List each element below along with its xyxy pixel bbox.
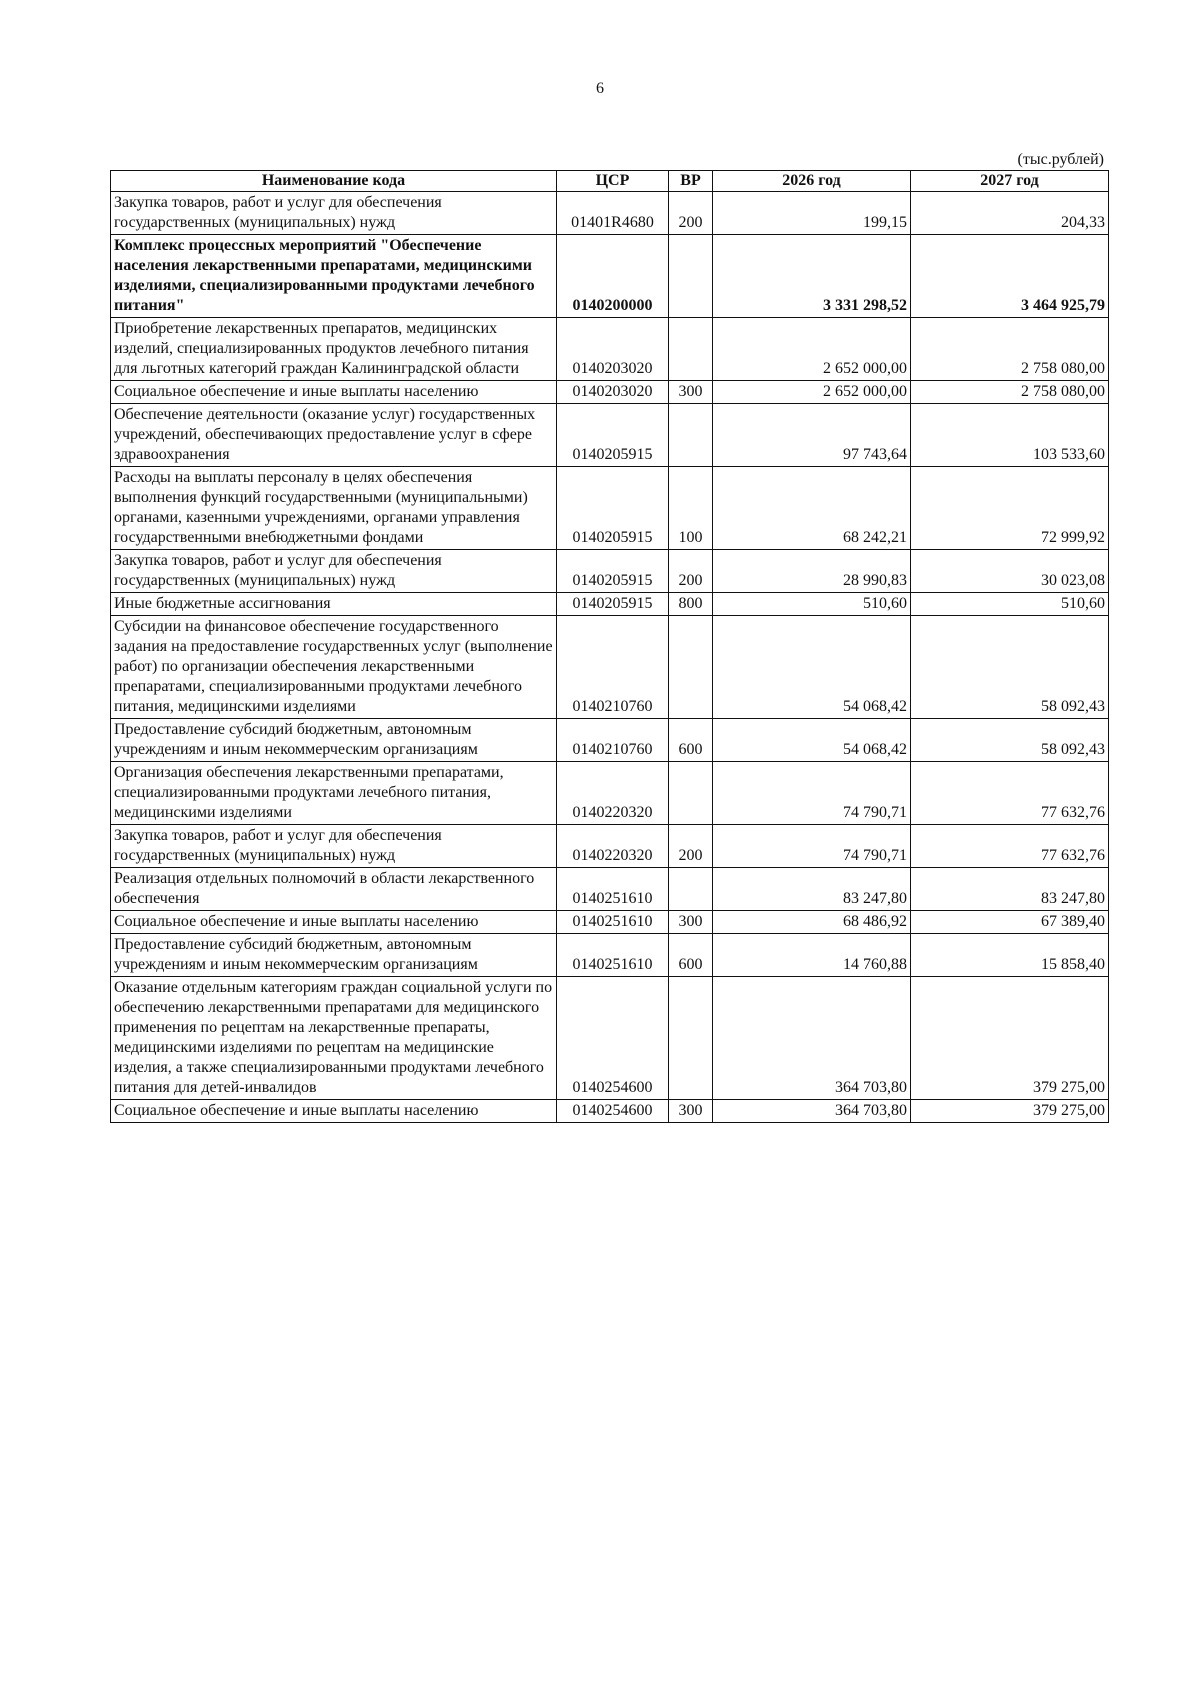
row-csr-cell: 0140210760 (557, 616, 669, 719)
row-csr-cell: 0140205915 (557, 404, 669, 467)
row-vr-cell: 200 (669, 550, 713, 593)
row-csr-cell: 0140210760 (557, 719, 669, 762)
row-2026-cell: 510,60 (713, 593, 911, 616)
row-2027-cell: 67 389,40 (911, 911, 1109, 934)
row-vr-cell (669, 762, 713, 825)
row-vr-cell (669, 977, 713, 1100)
table-row (111, 977, 1109, 1100)
row-2027-cell: 510,60 (911, 593, 1109, 616)
table-row (111, 550, 1109, 593)
row-2027-cell: 379 275,00 (911, 1100, 1109, 1123)
row-name-cell: Закупка товаров, работ и услуг для обеспечения государственных (муниципальных) нужд (111, 550, 557, 593)
row-2027-cell: 58 092,43 (911, 719, 1109, 762)
table-row (111, 235, 1109, 318)
row-2027-cell: 15 858,40 (911, 934, 1109, 977)
table-row (111, 192, 1109, 235)
row-csr-cell: 0140254600 (557, 1100, 669, 1123)
row-csr-cell: 0140205915 (557, 467, 669, 550)
row-csr-cell: 0140205915 (557, 550, 669, 593)
table-row (111, 593, 1109, 616)
row-name-cell: Закупка товаров, работ и услуг для обеспечения государственных (муниципальных) нужд (111, 825, 557, 868)
row-name-cell: Субсидии на финансовое обеспечение государственного задания на предоставление государственных услуг (выполнение работ) по организации обеспечения лекарственными препаратами, специализированными продуктами лечебного питания, медицинскими изделиями (111, 616, 557, 719)
table-body (111, 192, 1109, 1123)
table-row (111, 467, 1109, 550)
table-row (111, 404, 1109, 467)
table-row (111, 934, 1109, 977)
table-row (111, 381, 1109, 404)
row-2026-cell: 14 760,88 (713, 934, 911, 977)
row-vr-cell (669, 235, 713, 318)
row-name-cell: Иные бюджетные ассигнования (111, 593, 557, 616)
row-vr-cell: 300 (669, 381, 713, 404)
row-2027-cell: 58 092,43 (911, 616, 1109, 719)
row-2026-cell: 28 990,83 (713, 550, 911, 593)
header-2027: 2027 год (911, 171, 1109, 192)
row-2026-cell: 364 703,80 (713, 1100, 911, 1123)
row-name-cell: Оказание отдельным категориям граждан социальной услуги по обеспечению лекарственными препаратами для медицинского применения по рецептам на лекарственные препараты, медицинскими изделиями по рецептам на медицинские изделия, а также специализированными продуктами лечебного питания для детей-инвалидов (111, 977, 557, 1100)
table-row (111, 616, 1109, 719)
row-2026-cell: 97 743,64 (713, 404, 911, 467)
table-row (111, 825, 1109, 868)
row-vr-cell: 600 (669, 719, 713, 762)
row-vr-cell (669, 404, 713, 467)
row-csr-cell: 0140251610 (557, 868, 669, 911)
table-row (111, 719, 1109, 762)
row-2026-cell: 54 068,42 (713, 719, 911, 762)
row-2027-cell: 72 999,92 (911, 467, 1109, 550)
row-2027-cell: 3 464 925,79 (911, 235, 1109, 318)
row-csr-cell: 0140254600 (557, 977, 669, 1100)
row-vr-cell: 200 (669, 825, 713, 868)
row-csr-cell: 0140251610 (557, 934, 669, 977)
table-row (111, 318, 1109, 381)
row-name-cell: Реализация отдельных полномочий в области лекарственного обеспечения (111, 868, 557, 911)
table-row (111, 1100, 1109, 1123)
units-label: (тыс.рублей) (1017, 151, 1104, 168)
row-vr-cell: 200 (669, 192, 713, 235)
row-2027-cell: 77 632,76 (911, 762, 1109, 825)
row-vr-cell (669, 868, 713, 911)
row-vr-cell: 300 (669, 911, 713, 934)
row-csr-cell: 0140220320 (557, 762, 669, 825)
row-2027-cell: 379 275,00 (911, 977, 1109, 1100)
row-2026-cell: 3 331 298,52 (713, 235, 911, 318)
row-2027-cell: 204,33 (911, 192, 1109, 235)
row-2026-cell: 54 068,42 (713, 616, 911, 719)
row-2026-cell: 68 486,92 (713, 911, 911, 934)
row-2026-cell: 2 652 000,00 (713, 381, 911, 404)
table-row (111, 911, 1109, 934)
row-name-cell: Закупка товаров, работ и услуг для обеспечения государственных (муниципальных) нужд (111, 192, 557, 235)
row-2026-cell: 74 790,71 (713, 825, 911, 868)
row-csr-cell: 0140203020 (557, 381, 669, 404)
row-2026-cell: 74 790,71 (713, 762, 911, 825)
page-number: 6 (596, 80, 604, 97)
row-name-cell: Предоставление субсидий бюджетным, автономным учреждениям и иным некоммерческим организациям (111, 719, 557, 762)
row-2027-cell: 2 758 080,00 (911, 318, 1109, 381)
row-name-cell: Предоставление субсидий бюджетным, автономным учреждениям и иным некоммерческим организациям (111, 934, 557, 977)
row-name-cell: Организация обеспечения лекарственными препаратами, специализированными продуктами лечебного питания, медицинскими изделиями (111, 762, 557, 825)
row-csr-cell: 0140251610 (557, 911, 669, 934)
row-2027-cell: 83 247,80 (911, 868, 1109, 911)
row-2027-cell: 103 533,60 (911, 404, 1109, 467)
row-vr-cell (669, 616, 713, 719)
row-vr-cell: 600 (669, 934, 713, 977)
row-2027-cell: 77 632,76 (911, 825, 1109, 868)
row-name-cell: Социальное обеспечение и иные выплаты населению (111, 1100, 557, 1123)
budget-table (110, 170, 1109, 1123)
row-2026-cell: 83 247,80 (713, 868, 911, 911)
row-2026-cell: 199,15 (713, 192, 911, 235)
row-vr-cell: 100 (669, 467, 713, 550)
table-row (111, 762, 1109, 825)
row-csr-cell: 0140220320 (557, 825, 669, 868)
row-2026-cell: 68 242,21 (713, 467, 911, 550)
header-csr: ЦСР (557, 171, 669, 192)
row-csr-cell: 0140203020 (557, 318, 669, 381)
header-name: Наименование кода (111, 171, 557, 192)
row-2026-cell: 364 703,80 (713, 977, 911, 1100)
row-2027-cell: 2 758 080,00 (911, 381, 1109, 404)
row-2026-cell: 2 652 000,00 (713, 318, 911, 381)
row-vr-cell (669, 318, 713, 381)
row-name-cell: Обеспечение деятельности (оказание услуг) государственных учреждений, обеспечивающих предоставление услуг в сфере здравоохранения (111, 404, 557, 467)
table-row (111, 868, 1109, 911)
row-csr-cell: 01401R4680 (557, 192, 669, 235)
row-2027-cell: 30 023,08 (911, 550, 1109, 593)
row-csr-cell: 0140205915 (557, 593, 669, 616)
row-name-cell: Социальное обеспечение и иные выплаты населению (111, 381, 557, 404)
table-header-row (111, 171, 1109, 192)
row-name-cell: Приобретение лекарственных препаратов, медицинских изделий, специализированных продуктов лечебного питания для льготных категорий граждан Калининградской области (111, 318, 557, 381)
row-name-cell: Расходы на выплаты персоналу в целях обеспечения выполнения функций государственными (муниципальными) органами, казенными учреждениями, органами управления государственными внебюджетными фондами (111, 467, 557, 550)
row-csr-cell: 0140200000 (557, 235, 669, 318)
row-name-cell: Социальное обеспечение и иные выплаты населению (111, 911, 557, 934)
header-2026: 2026 год (713, 171, 911, 192)
row-vr-cell: 800 (669, 593, 713, 616)
header-vr: ВР (669, 171, 713, 192)
row-vr-cell: 300 (669, 1100, 713, 1123)
row-name-cell: Комплекс процессных мероприятий "Обеспечение населения лекарственными препаратами, медицинскими изделиями, специализированными продуктами лечебного питания" (111, 235, 557, 318)
